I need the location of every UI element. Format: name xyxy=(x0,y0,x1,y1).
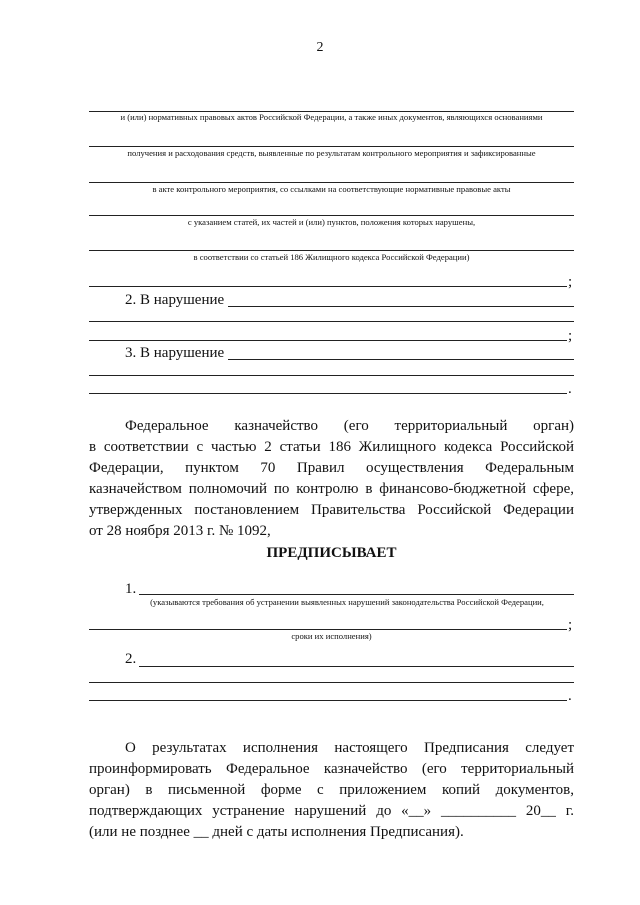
paragraph-line: в соответствии с частью 2 статьи 186 Жилищного кодекса Российской xyxy=(89,439,574,455)
fill-line[interactable] xyxy=(89,286,567,287)
fill-line[interactable] xyxy=(139,594,574,595)
fill-line[interactable] xyxy=(89,146,574,147)
page-number: 2 xyxy=(316,40,324,55)
paragraph-line: (или не позднее __ дней с даты исполнения Предписания). xyxy=(89,824,464,840)
paragraph-line: О результатах исполнения настоящего Предписания следует xyxy=(125,740,574,756)
paragraph-line: утвержденных постановлением Правительства Российской Федерации xyxy=(89,502,574,518)
caption-line-2: получения и расходования средств, выявленные по результатам контрольного мероприятия и зафиксированные xyxy=(127,148,536,158)
heading-prescribes: ПРЕДПИСЫВАЕТ xyxy=(266,545,397,561)
semicolon: ; xyxy=(568,328,573,344)
fill-line[interactable] xyxy=(89,375,574,376)
violation-3-label: 3. В нарушение xyxy=(125,345,225,361)
item-1-label: 1. xyxy=(125,581,137,597)
fill-line[interactable] xyxy=(228,306,574,307)
violation-2-label: 2. В нарушение xyxy=(125,292,225,308)
fill-line[interactable] xyxy=(89,215,574,216)
semicolon: ; xyxy=(568,617,573,633)
paragraph-line: Федеральное казначейство (его территориальный орган) xyxy=(125,418,574,434)
paragraph-line: от 28 ноября 2013 г. № 1092, xyxy=(89,523,271,539)
caption-line-4: с указанием статей, их частей и (или) пунктов, положения которых нарушены, xyxy=(187,217,476,227)
item-1-caption: (указываются требования об устранении выявленных нарушений законодательства Российской Федерации, xyxy=(150,597,544,607)
paragraph-line: казначейством полномочий по контролю в финансово-бюджетной сфере, xyxy=(89,481,574,497)
fill-line[interactable] xyxy=(228,359,574,360)
paragraph-line: Федерации, пунктом 70 Правил осуществления Федеральным xyxy=(89,460,574,476)
period: . xyxy=(568,688,572,704)
paragraph-line: подтверждающих устранение нарушений до «__» __________ 20__ г. xyxy=(89,803,574,819)
semicolon: ; xyxy=(568,274,573,290)
period: . xyxy=(568,381,572,397)
fill-line[interactable] xyxy=(139,666,574,667)
fill-line[interactable] xyxy=(89,340,567,341)
caption-line-5: в соответствии со статьей 186 Жилищного кодекса Российской Федерации) xyxy=(193,252,470,262)
fill-line[interactable] xyxy=(89,700,567,701)
item-1-caption-2: сроки их исполнения) xyxy=(291,631,372,641)
fill-line[interactable] xyxy=(89,629,567,630)
fill-line[interactable] xyxy=(89,682,574,683)
fill-line[interactable] xyxy=(89,393,567,394)
caption-line-3: в акте контрольного мероприятия, со ссылками на соответствующие нормативные правовые акты xyxy=(152,184,511,194)
item-2-label: 2. xyxy=(125,651,137,667)
paragraph-line: орган) в письменной форме с приложением копий документов, xyxy=(89,782,574,798)
fill-line[interactable] xyxy=(89,182,574,183)
paragraph-line: проинформировать Федеральное казначейство (его территориальный xyxy=(89,761,574,777)
caption-line-1: и (или) нормативных правовых актов Российской Федерации, а также иных документов, являющихся основаниями xyxy=(120,112,543,122)
fill-line[interactable] xyxy=(89,250,574,251)
fill-line[interactable] xyxy=(89,321,574,322)
